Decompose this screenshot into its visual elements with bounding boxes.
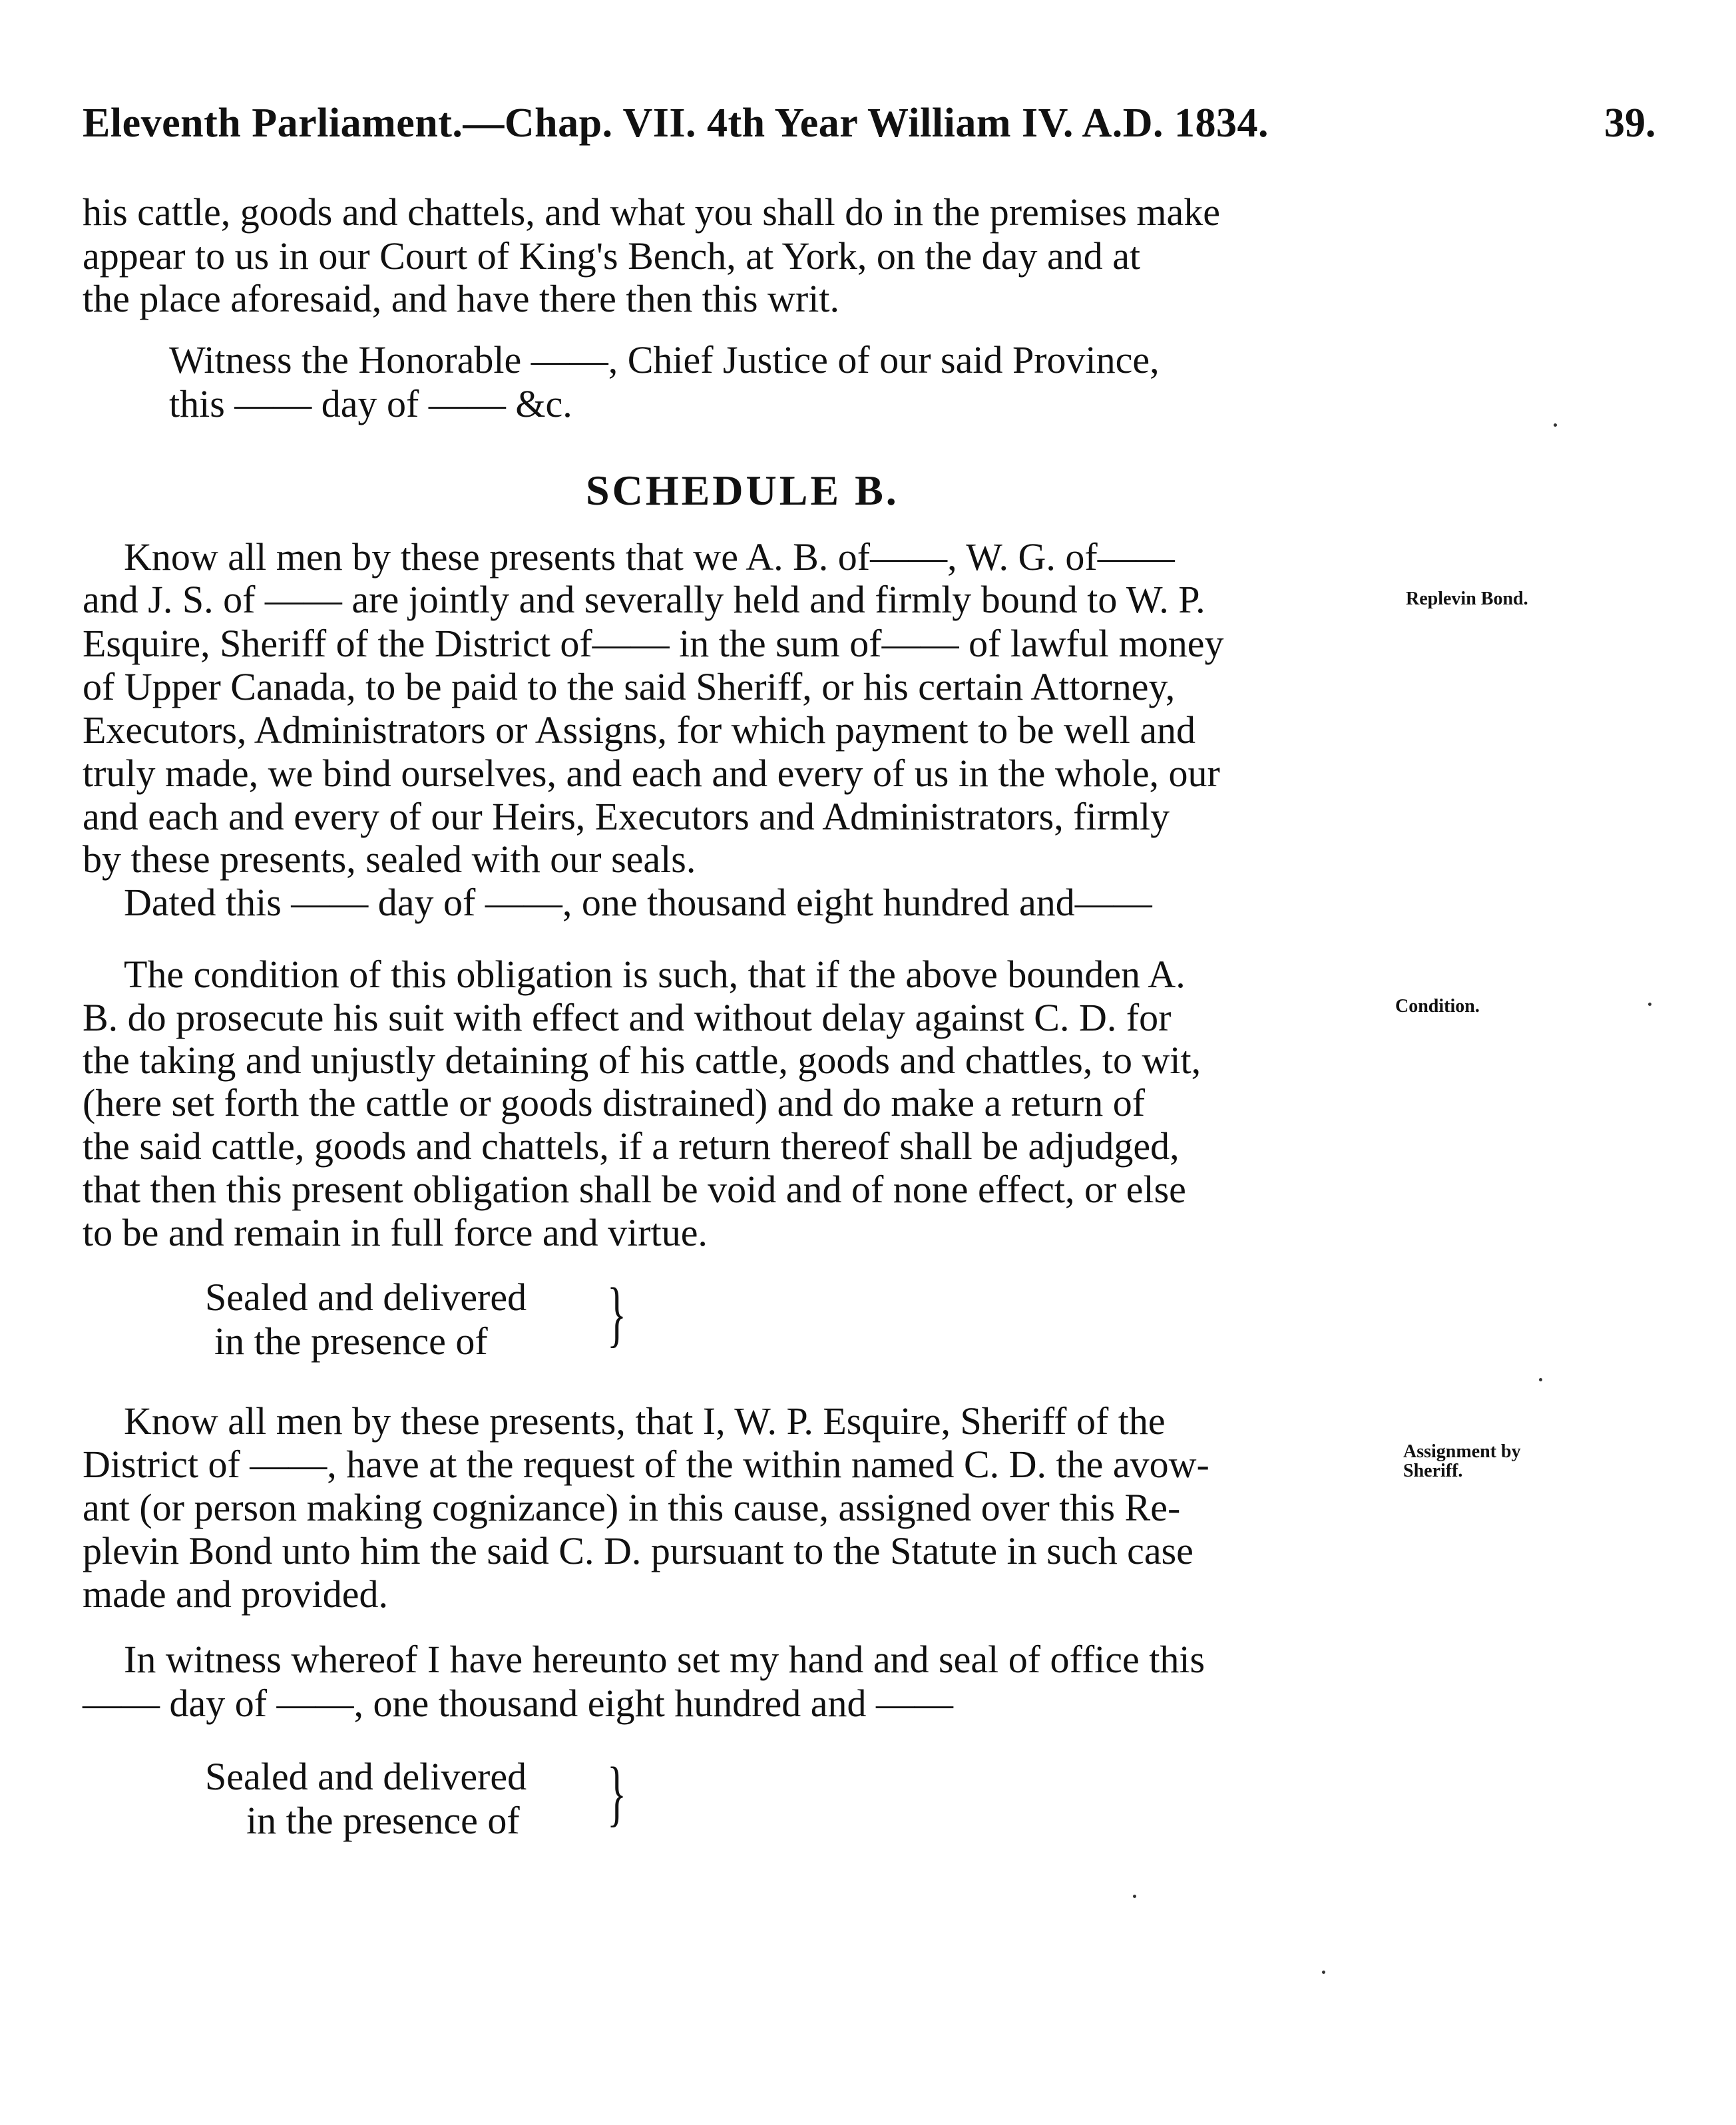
condition-line: that then this present obligation shall be void and of none effect, or else bbox=[83, 1168, 1186, 1211]
scan-speck bbox=[1133, 1895, 1136, 1898]
condition-line: The condition of this obligation is such, that if the above bounden A. bbox=[124, 953, 1186, 996]
writ-line: appear to us in our Court of King's Bench, at York, on the day and at bbox=[83, 234, 1141, 278]
witness-whereof-line: In witness whereof I have hereunto set my hand and seal of office this bbox=[124, 1638, 1205, 1681]
sealed-line: Sealed and delivered bbox=[205, 1755, 527, 1798]
assignment-line: plevin Bond unto him the said C. D. pursuant to the Statute in such case bbox=[83, 1529, 1194, 1572]
margin-note-condition: Condition. bbox=[1395, 996, 1480, 1017]
bond-line: of Upper Canada, to be paid to the said Sheriff, or his certain Attorney, bbox=[83, 665, 1176, 708]
assignment-line: District of ——, have at the request of the within named C. D. the avow- bbox=[83, 1443, 1209, 1486]
writ-line: his cattle, goods and chattels, and what you shall do in the premises make bbox=[83, 190, 1220, 234]
bond-line: and each and every of our Heirs, Executors and Administrators, firmly bbox=[83, 795, 1170, 838]
assignment-line: ant (or person making cognizance) in this cause, assigned over this Re- bbox=[83, 1486, 1181, 1529]
sealed-line: in the presence of bbox=[246, 1799, 520, 1842]
condition-line: (here set forth the cattle or goods distrained) and do make a return of bbox=[83, 1081, 1146, 1124]
bond-line: Know all men by these presents that we A. B. of——, W. G. of—— bbox=[124, 535, 1175, 579]
bond-line: and J. S. of —— are jointly and severally held and firmly bound to W. P. bbox=[83, 578, 1205, 621]
scan-speck bbox=[1554, 423, 1557, 427]
bond-line: Esquire, Sheriff of the District of—— in the sum of—— of lawful money bbox=[83, 622, 1224, 665]
assignment-line: made and provided. bbox=[83, 1572, 389, 1616]
assignment-line: Know all men by these presents, that I, W. P. Esquire, Sheriff of the bbox=[124, 1399, 1166, 1443]
brace-glyph: } bbox=[607, 1752, 627, 1833]
condition-line: the taking and unjustly detaining of his cattle, goods and chattles, to wit, bbox=[83, 1039, 1201, 1082]
scan-speck bbox=[1322, 1971, 1325, 1974]
bond-line: truly made, we bind ourselves, and each and every of us in the whole, our bbox=[83, 752, 1220, 795]
condition-line: B. do prosecute his suit with effect and without delay against C. D. for bbox=[83, 996, 1172, 1039]
witness-line: this —— day of —— &c. bbox=[169, 382, 572, 425]
brace-glyph: } bbox=[607, 1273, 627, 1354]
condition-line: the said cattle, goods and chattels, if a return thereof shall be adjudged, bbox=[83, 1124, 1180, 1168]
witness-line: Witness the Honorable ——, Chief Justice of our said Province, bbox=[169, 338, 1160, 381]
page-number: 39. bbox=[1604, 101, 1656, 146]
witness-whereof-line: —— day of ——, one thousand eight hundred and —— bbox=[83, 1682, 954, 1725]
scan-speck bbox=[1648, 1003, 1651, 1006]
bond-line: by these presents, sealed with our seals. bbox=[83, 837, 696, 881]
scan-speck bbox=[1539, 1378, 1542, 1381]
condition-line: to be and remain in full force and virtue. bbox=[83, 1211, 708, 1254]
margin-note-assignment: Assignment by Sheriff. bbox=[1403, 1441, 1521, 1482]
bond-dated-line: Dated this —— day of ——, one thousand eight hundred and—— bbox=[124, 881, 1152, 924]
sealed-line: Sealed and delivered bbox=[205, 1276, 527, 1319]
bond-line: Executors, Administrators or Assigns, for which payment to be well and bbox=[83, 708, 1196, 752]
sealed-line: in the presence of bbox=[214, 1319, 488, 1363]
margin-note-replevin-bond: Replevin Bond. bbox=[1406, 589, 1528, 609]
running-head: Eleventh Parliament.—Chap. VII. 4th Year William IV. A.D. 1834. bbox=[83, 101, 1269, 146]
writ-line: the place aforesaid, and have there then this writ. bbox=[83, 277, 839, 320]
schedule-heading: SCHEDULE B. bbox=[586, 467, 899, 514]
